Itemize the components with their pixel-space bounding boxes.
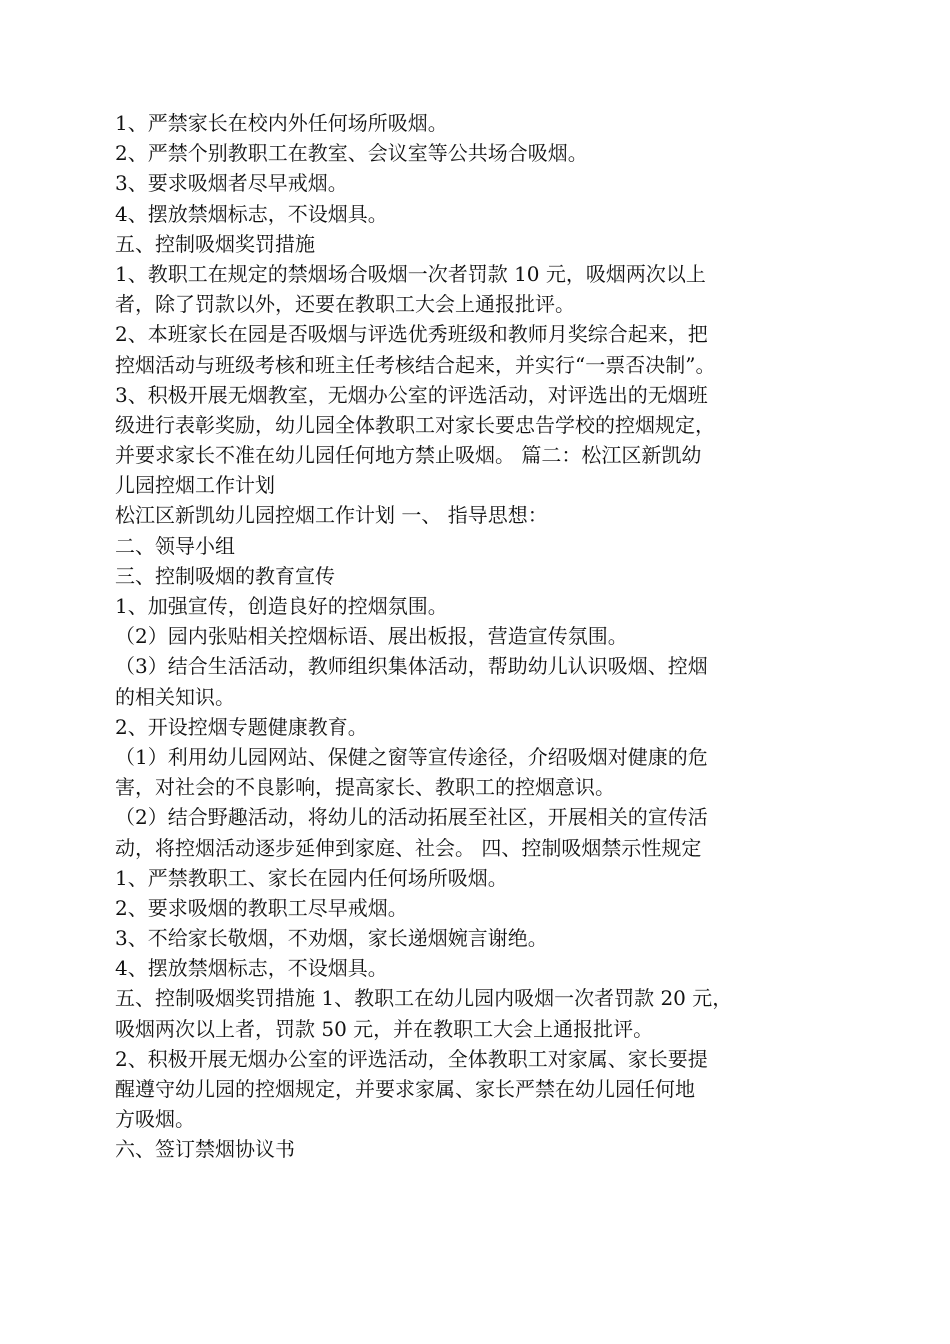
text-line: （2）园内张贴相关控烟标语、展出板报，营造宣传氛围。 — [115, 624, 628, 649]
text-line: 1、教职工在规定的禁烟场合吸烟一次者罚款 10 元，吸烟两次以上 — [115, 261, 706, 286]
text-line: 4、摆放禁烟标志，不设烟具。 — [115, 201, 388, 226]
text-line: 1、严禁家长在校内外任何场所吸烟。 — [115, 111, 448, 135]
text-line: 醒遵守幼儿园的控烟规定，并要求家属、家长严禁在幼儿园任何地 — [115, 1077, 695, 1101]
text-line: 2、开设控烟专题健康教育。 — [115, 714, 368, 739]
text-line: 1、严禁教职工、家长在园内任何场所吸烟。 — [115, 865, 508, 890]
text-line: 并要求家长不准在幼儿园任何地方禁止吸烟。 篇二：松江区新凯幼 — [115, 443, 702, 468]
text-line: 4、摆放禁烟标志，不设烟具。 — [115, 956, 388, 981]
section-heading: 三、控制吸烟的教育宣传 — [115, 563, 335, 588]
text-line: 儿园控烟工作计划 — [115, 473, 275, 498]
text-line: 2、本班家长在园是否吸烟与评选优秀班级和教师月奖综合起来，把 — [115, 322, 708, 347]
text-line: 者，除了罚款以外，还要在教职工大会上通报批评。 — [115, 292, 575, 317]
section-heading: 五、控制吸烟奖罚措施 — [115, 231, 315, 256]
section-heading: 二、领导小组 — [115, 533, 235, 558]
text-line: （1）利用幼儿园网站、保健之窗等宣传途径，介绍吸烟对健康的危 — [115, 744, 708, 769]
text-line: 吸烟两次以上者，罚款 50 元，并在教职工大会上通报批评。 — [115, 1016, 654, 1041]
text-line: 3、不给家长敬烟，不劝烟，家长递烟婉言谢绝。 — [115, 926, 548, 951]
text-line: 动，将控烟活动逐步延伸到家庭、社会。 四、控制吸烟禁示性规定 — [115, 835, 702, 860]
text-line: （3）结合生活活动，教师组织集体活动，帮助幼儿认识吸烟、控烟 — [115, 654, 708, 679]
section-heading: 松江区新凯幼儿园控烟工作计划 一、 指导思想： — [115, 503, 548, 528]
text-line: （2）结合野趣活动，将幼儿的活动拓展至社区，开展相关的宣传活 — [115, 805, 708, 830]
text-line: 方吸烟。 — [115, 1107, 195, 1132]
text-line: 1、加强宣传，创造良好的控烟氛围。 — [115, 594, 448, 618]
text-line: 的相关知识。 — [115, 684, 235, 709]
text-line: 2、要求吸烟的教职工尽早戒烟。 — [115, 895, 408, 920]
text-line: 五、控制吸烟奖罚措施 1、教职工在幼儿园内吸烟一次者罚款 20 元， — [115, 986, 733, 1011]
text-line: 控烟活动与班级考核和班主任考核结合起来，并实行“一票否决制”。 — [115, 352, 716, 377]
text-line: 2、积极开展无烟办公室的评选活动，全体教职工对家属、家长要提 — [115, 1046, 708, 1071]
document-body — [115, 108, 855, 1165]
text-line: 3、积极开展无烟教室，无烟办公室的评选活动，对评选出的无烟班 — [115, 382, 708, 407]
text-line: 2、严禁个别教职工在教室、会议室等公共场合吸烟。 — [115, 141, 588, 166]
section-heading: 六、签订禁烟协议书 — [115, 1137, 295, 1162]
text-line: 级进行表彰奖励，幼儿园全体教职工对家长要忠告学校的控烟规定， — [115, 412, 715, 437]
text-line: 害，对社会的不良影响，提高家长、教职工的控烟意识。 — [115, 775, 615, 800]
text-line: 3、要求吸烟者尽早戒烟。 — [115, 171, 348, 196]
